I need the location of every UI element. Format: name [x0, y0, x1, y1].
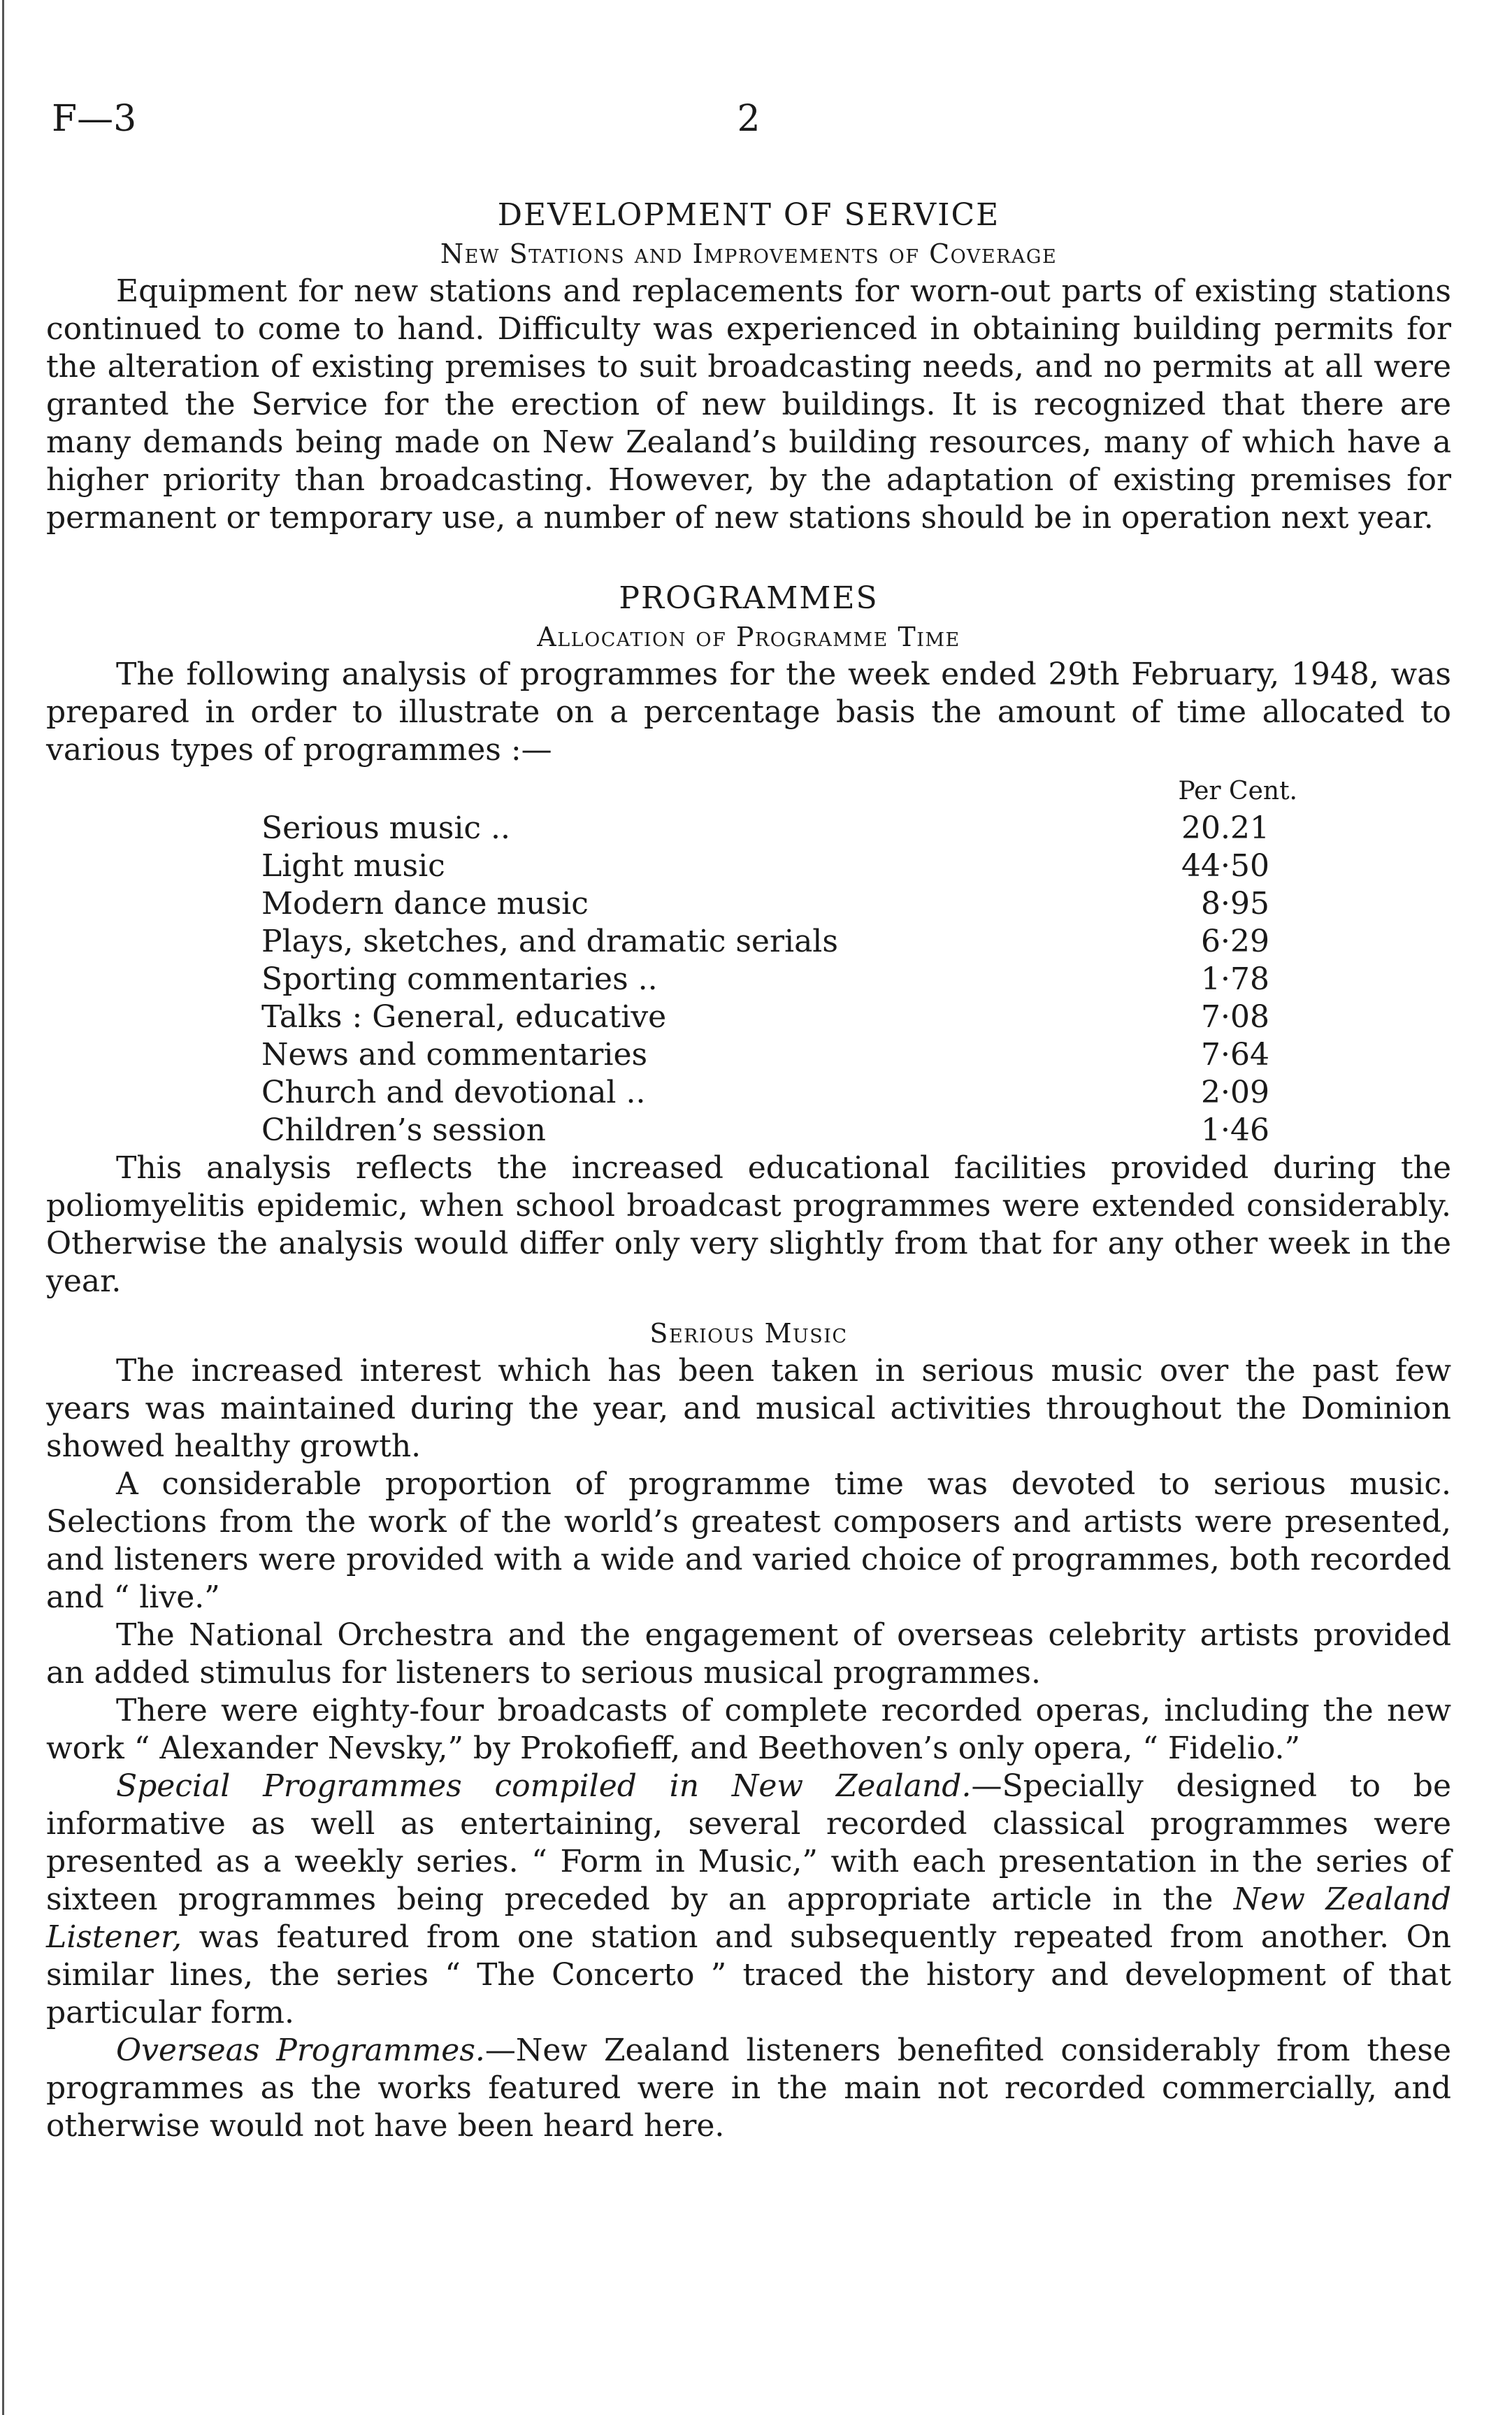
special-programmes-paragraph: [46, 1768, 1451, 2032]
row-label: Modern dance music: [261, 886, 589, 922]
table-row: [46, 1036, 1451, 1074]
special-programmes-heading: Special Programmes compiled in New Zealand.: [116, 1768, 972, 1804]
serious-music-heading: Serious Music: [649, 1318, 848, 1349]
row-value: 7·08: [1201, 999, 1269, 1035]
table-row: [46, 923, 1451, 961]
row-value: 1·46: [1201, 1112, 1269, 1148]
development-subheading: New Stations and Improvements of Coverage: [440, 238, 1058, 269]
programme-allocation-table: [46, 773, 1451, 1149]
serious-music-paragraph-1: The increased interest which has been taken in serious music over the past few years was maintained during the year, and musical activities throughout the Dominion showed healthy growth.: [46, 1353, 1451, 1464]
nz-listener-title: New Zealand Listener,: [46, 1882, 1451, 1955]
programmes-intro: The following analysis of programmes for the week ended 29th February, 1948, was prepared in order to illustrate on a percentage basis the amount of time allocated to various types of programmes :—: [46, 657, 1451, 768]
row-label: Light music: [261, 848, 445, 884]
page-content: [46, 196, 1451, 2145]
table-row: [46, 885, 1451, 923]
table-row: [46, 998, 1451, 1036]
row-value: 8·95: [1201, 886, 1269, 922]
table-row: [46, 1074, 1451, 1112]
overseas-programmes-text: —New Zealand listeners benefited considerably from these programmes as the works featured were in the main not recorded commercially, and otherwise would not have been heard here.: [46, 2033, 1452, 2144]
row-label: Plays, sketches, and dramatic serials: [261, 924, 838, 959]
row-value: 1·78: [1201, 961, 1269, 997]
serious-music-paragraph-4: There were eighty-four broadcasts of complete recorded operas, including the new work “ Alexander Nevsky,” by Prokofieff, and Beethoven’s only opera, “ Fidelio.”: [46, 1693, 1451, 1766]
page-edge-rule: [2, 0, 4, 2415]
serious-music-paragraph-3: The National Orchestra and the engagement of overseas celebrity artists provided an added stimulus for listeners to serious musical programmes.: [46, 1617, 1451, 1691]
table-row: [46, 961, 1451, 998]
row-label: Sporting commentaries ..: [261, 961, 658, 997]
development-paragraph: Equipment for new stations and replacements for worn-out parts of existing stations continued to come to hand. Difficulty was experienced in obtaining building permits for the alteration of existing premises to suit broadcasting needs, and no permits at all were granted the Service for the erection of new buildings. It is recognized that there are many demands being made on New Zealand’s building resources, many of which have a higher priority than broadcasting. However, by the adaptation of existing premises for permanent or temporary use, a number of new stations should be in operation next year.: [46, 273, 1451, 536]
table-row: [46, 1112, 1451, 1149]
special-programmes-text-b: was featured from one station and subsequently repeated from another. On similar lines, the series “ The Concerto ” traced the history and development of that particular form.: [46, 1919, 1451, 2030]
row-value: 44·50: [1181, 848, 1269, 884]
page-number: 2: [737, 98, 761, 140]
analysis-paragraph: This analysis reflects the increased educational facilities provided during the poliomyelitis epidemic, when school broadcast programmes were extended considerably. Otherwise the analysis would differ only very slightly from that for any other week in the year.: [46, 1150, 1451, 1299]
per-cent-column-header: Per Cent.: [1178, 777, 1297, 805]
programmes-subheading: Allocation of Programme Time: [537, 622, 960, 652]
table-row: [46, 810, 1451, 847]
row-value: 20.21: [1181, 810, 1269, 846]
row-label: Church and devotional ..: [261, 1075, 646, 1110]
row-label: Children’s session: [261, 1112, 546, 1148]
overseas-programmes-heading: Overseas Programmes.: [116, 2033, 485, 2068]
row-value: 2·09: [1201, 1075, 1269, 1110]
row-label: News and commentaries: [261, 1037, 648, 1073]
development-heading: DEVELOPMENT OF SERVICE: [497, 197, 1000, 233]
row-value: 6·29: [1201, 924, 1269, 959]
special-programmes-text-a: —Specially designed to be informative as well as entertaining, several recorded classical programmes were presented as a weekly series. “ Form in Music,” with each presentation in the series of sixteen programmes being preceded by an appropriate article in the: [46, 1768, 1451, 1917]
page-header: [46, 98, 1451, 154]
row-label: Talks : General, educative: [261, 999, 667, 1035]
overseas-programmes-paragraph: [46, 2032, 1451, 2145]
table-row: [46, 847, 1451, 885]
programmes-heading: PROGRAMMES: [619, 580, 879, 616]
row-label: Serious music ..: [261, 810, 510, 846]
document-code: F—3: [52, 98, 137, 140]
serious-music-paragraph-2: A considerable proportion of programme time was devoted to serious music. Selections from the work of the world’s greatest composers and artists were presented, and listeners were provided with a wide and varied choice of programmes, both recorded and “ live.”: [46, 1466, 1451, 1615]
row-value: 7·64: [1201, 1037, 1269, 1073]
